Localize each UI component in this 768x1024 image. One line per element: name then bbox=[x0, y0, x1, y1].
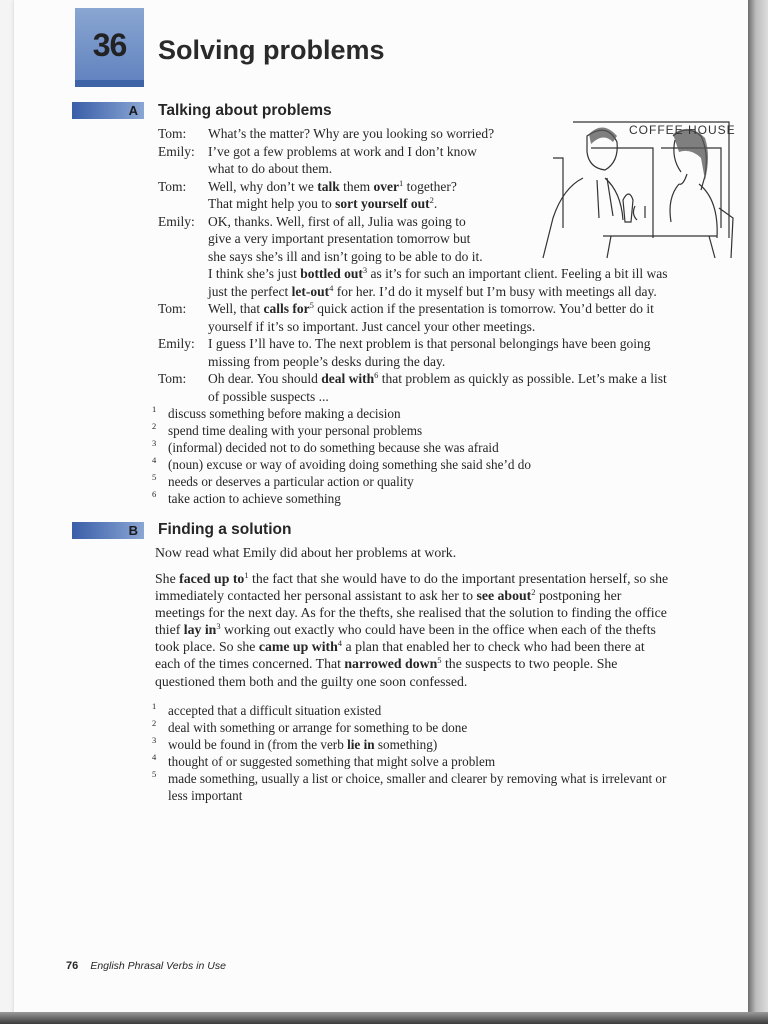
text-run: thief bbox=[155, 622, 184, 638]
speaker-name: Tom: bbox=[158, 301, 187, 316]
text-run: took place. So she bbox=[155, 639, 259, 655]
speaker-name: Tom: bbox=[158, 126, 187, 141]
text-run: something) bbox=[374, 737, 438, 752]
text-run: postponing her bbox=[535, 588, 622, 604]
text-run: . bbox=[433, 196, 438, 211]
dialogue-text bbox=[208, 160, 332, 178]
dialogue-line bbox=[158, 318, 733, 336]
text-run: I guess I’ll have to. The next problem is that personal belongings have been going bbox=[208, 336, 651, 351]
coffee-house-illustration bbox=[533, 118, 736, 260]
phrasal-verb: see about bbox=[476, 588, 532, 604]
footnote-number: 2 bbox=[152, 421, 157, 431]
footnote-text: spend time dealing with your personal problems bbox=[168, 423, 423, 438]
text-run: questioned them both and the guilty one soon confessed. bbox=[155, 673, 468, 689]
footnote-text bbox=[168, 787, 242, 804]
text-run: them bbox=[339, 178, 374, 194]
text-run: accepted that a difficult situation existed bbox=[168, 703, 382, 718]
text-run: would be found in (from the verb bbox=[168, 737, 348, 752]
speaker-name: Emily: bbox=[158, 213, 195, 229]
footnote-number: 6 bbox=[152, 489, 157, 499]
footnote-text bbox=[168, 770, 666, 787]
footnote-text bbox=[168, 736, 437, 753]
dialogue-line bbox=[158, 335, 733, 353]
text-run: less important bbox=[168, 788, 243, 803]
dialogue-text bbox=[208, 195, 437, 213]
text-run: what to do about them. bbox=[208, 161, 333, 176]
footnote-text bbox=[168, 753, 495, 770]
coffee-house-sign-text: COFFEE HOUSE bbox=[629, 123, 736, 137]
footnote-text: needs or deserves a particular action or quality bbox=[168, 474, 414, 489]
text-run: yourself if it’s so important. Just cancel your other meetings. bbox=[208, 318, 536, 334]
text-run: the fact that she would have to do the important presentation herself, so she bbox=[248, 571, 669, 586]
text-run: meetings for the next day. As for the thefts, she realised that the solution to finding the office bbox=[155, 605, 667, 621]
footnote-number: 3 bbox=[152, 438, 157, 448]
speaker-name: Emily: bbox=[158, 336, 195, 351]
footnote-text bbox=[168, 702, 381, 719]
footnote-marker: 3 bbox=[216, 621, 221, 632]
paragraph-line bbox=[155, 587, 735, 604]
text-run: Well, that bbox=[208, 301, 264, 316]
phrasal-verb: deal with bbox=[321, 371, 375, 386]
footnote-number: 5 bbox=[152, 472, 157, 482]
section-b-letter: B bbox=[128, 523, 138, 538]
dialogue-text bbox=[208, 248, 483, 266]
phrasal-verb: lie in bbox=[347, 737, 375, 752]
book-binding-edge bbox=[748, 0, 768, 1016]
dialogue-text bbox=[208, 213, 466, 231]
section-b-paragraph bbox=[155, 570, 735, 690]
section-b-heading: Finding a solution bbox=[158, 521, 292, 538]
footnote-marker: 1 bbox=[399, 177, 404, 188]
footnote-marker: 5 bbox=[309, 300, 314, 310]
footnote-number: 4 bbox=[152, 455, 157, 465]
footnote-marker: 1 bbox=[244, 570, 249, 580]
text-run: What’s the matter? Why are you looking so worried? bbox=[208, 126, 495, 141]
footnote-marker: 4 bbox=[329, 282, 334, 293]
phrasal-verb: lay in bbox=[183, 622, 217, 638]
paragraph-line bbox=[155, 570, 735, 587]
dialogue-text bbox=[208, 335, 651, 353]
dialogue-text bbox=[208, 370, 667, 388]
unit-number: 36 bbox=[92, 27, 127, 63]
text-run: made something, usually a list or choice, smaller and clearer by removing what is irrelevant or bbox=[168, 771, 667, 786]
page-footer bbox=[66, 960, 226, 972]
dialogue-text bbox=[208, 318, 535, 336]
text-run: each of the times concerned. That bbox=[155, 656, 345, 672]
section-a-heading: Talking about problems bbox=[158, 102, 332, 119]
dialogue-text bbox=[208, 300, 654, 318]
dialogue-line bbox=[158, 353, 733, 371]
text-run: Oh dear. You should bbox=[208, 371, 322, 386]
dialogue-line bbox=[158, 300, 733, 318]
section-b-intro: Now read what Emily did about her problems at work. bbox=[155, 545, 457, 560]
text-run: that problem as quickly as possible. Let’s make a list bbox=[378, 371, 667, 386]
unit-box-rule bbox=[75, 80, 144, 87]
text-run: That might help you to bbox=[208, 196, 336, 211]
footnote-text: discuss something before making a decision bbox=[168, 406, 401, 421]
footnote-marker: 3 bbox=[362, 265, 368, 275]
footnote-number: 1 bbox=[152, 404, 157, 414]
phrasal-verb: came up with bbox=[258, 639, 338, 655]
dialogue-text bbox=[208, 388, 329, 406]
footnote-number: 4 bbox=[152, 752, 157, 762]
text-run: immediately contacted her personal assistant to ask her to bbox=[155, 588, 477, 604]
dialogue-text bbox=[208, 230, 470, 248]
dialogue-text bbox=[208, 265, 667, 283]
phrasal-verb: let-out bbox=[291, 283, 330, 299]
text-run: deal with something or arrange for something to be done bbox=[168, 720, 468, 735]
footnote-marker: 5 bbox=[437, 655, 442, 666]
unit-number-box bbox=[75, 8, 144, 87]
speaker-name: Emily: bbox=[158, 143, 195, 159]
text-run: missing from people’s desks during the day. bbox=[208, 353, 446, 369]
footnote-marker: 2 bbox=[429, 195, 434, 205]
footnote-marker: 4 bbox=[337, 638, 343, 649]
footnote-number: 5 bbox=[152, 769, 157, 779]
page-bottom-edge bbox=[0, 1012, 768, 1024]
unit-title: Solving problems bbox=[158, 35, 385, 65]
paragraph-line bbox=[155, 638, 735, 655]
text-run: she says she’s ill and isn’t going to be able to do it. bbox=[208, 248, 483, 264]
phrasal-verb: faced up to bbox=[179, 571, 245, 586]
text-run: as it’s for such an important client. Feeling a bit ill was bbox=[367, 266, 668, 281]
dialogue-text bbox=[208, 178, 457, 196]
section-b-tab bbox=[72, 522, 144, 539]
dialogue-line bbox=[158, 370, 733, 388]
phrasal-verb: talk bbox=[317, 178, 340, 194]
phrasal-verb: sort yourself out bbox=[335, 196, 430, 211]
text-run: a plan that enabled her to check who had been there at bbox=[342, 639, 645, 655]
section-a-letter: A bbox=[128, 103, 138, 118]
phrasal-verb: over bbox=[373, 178, 400, 194]
dialogue-line bbox=[158, 388, 733, 406]
paragraph-line bbox=[155, 621, 735, 638]
footnote-text bbox=[168, 719, 467, 736]
footnote-text: take action to achieve something bbox=[168, 491, 341, 506]
footnote-number: 3 bbox=[152, 735, 157, 745]
paragraph-line bbox=[155, 673, 735, 690]
footnote-text: (noun) excuse or way of avoiding doing something she said she’d do bbox=[168, 457, 531, 472]
text-run: together? bbox=[403, 178, 457, 194]
footnote-number: 1 bbox=[152, 701, 157, 711]
dialogue-text bbox=[208, 353, 445, 371]
dialogue-text bbox=[208, 125, 494, 143]
text-run: quick action if the presentation is tomorrow. You’d better do it bbox=[313, 301, 654, 316]
footnote-number: 2 bbox=[152, 718, 157, 728]
text-run: OK, thanks. Well, first of all, Julia was going to bbox=[208, 213, 466, 229]
text-run: of possible suspects ... bbox=[208, 388, 329, 404]
dialogue-text bbox=[208, 283, 657, 301]
text-run: thought of or suggested something that might solve a problem bbox=[168, 754, 496, 769]
text-run: for her. I’d do it myself but I’m busy with meetings all day. bbox=[333, 283, 657, 299]
book-title: English Phrasal Verbs in Use bbox=[90, 960, 226, 972]
footnote-marker: 2 bbox=[531, 587, 536, 598]
text-run: just the perfect bbox=[208, 283, 292, 299]
text-run: working out exactly who could have been in the office when each of the thefts bbox=[220, 622, 656, 638]
footnote-marker: 6 bbox=[374, 370, 379, 380]
text-run: the suspects to two people. She bbox=[441, 656, 618, 672]
speaker-name: Tom: bbox=[158, 371, 187, 386]
dialogue-line bbox=[158, 283, 733, 301]
dialogue-line bbox=[158, 265, 733, 283]
speaker-name: Tom: bbox=[158, 178, 187, 194]
paragraph-line bbox=[155, 604, 735, 621]
dialogue-text bbox=[208, 143, 477, 161]
text-run: I think she’s just bbox=[208, 266, 301, 281]
phrasal-verb: bottled out bbox=[300, 266, 363, 281]
text-run: Well, why don’t we bbox=[208, 178, 318, 194]
phrasal-verb: narrowed down bbox=[344, 656, 438, 672]
page-number: 76 bbox=[66, 960, 79, 972]
footnote-text: (informal) decided not to do something because she was afraid bbox=[168, 440, 499, 455]
section-a-tab bbox=[72, 102, 144, 119]
text-run: I’ve got a few problems at work and I don’t know bbox=[208, 143, 477, 159]
paragraph-line bbox=[155, 655, 735, 672]
text-run: She bbox=[155, 571, 180, 586]
text-run: give a very important presentation tomorrow but bbox=[208, 231, 471, 246]
phrasal-verb: calls for bbox=[263, 301, 310, 316]
